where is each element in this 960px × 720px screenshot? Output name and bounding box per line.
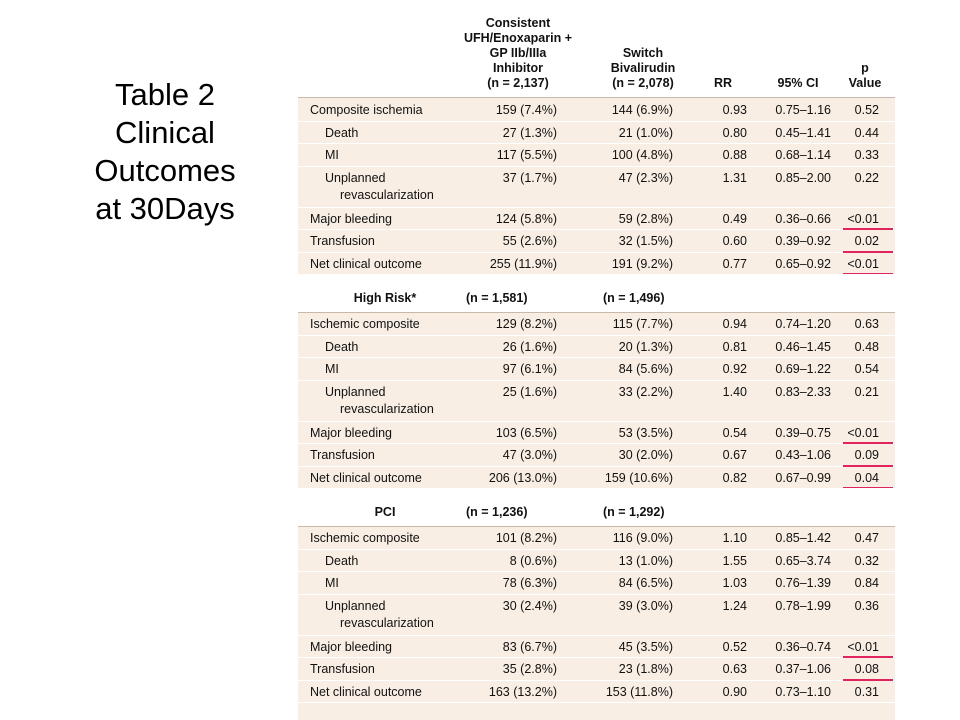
value-rr: 0.94: [722, 317, 747, 331]
table-row: [298, 466, 895, 490]
table-header: [298, 0, 895, 98]
row-label-text: Net clinical outcome: [310, 470, 422, 485]
table-row: [298, 680, 895, 704]
row-label-text: Ischemic composite: [310, 317, 420, 331]
value-ci: 0.45–1.41: [775, 125, 831, 140]
row-label-text: Death: [325, 125, 359, 140]
section-n-switch: (n = 1,496): [603, 291, 665, 305]
header-consistent-group: [438, 16, 598, 91]
value-p: 0.04: [854, 470, 879, 485]
value-switch: 59 (2.8%): [618, 211, 673, 226]
row-label-text: Transfusion: [310, 662, 375, 676]
value-consistent: 124 (5.8%): [495, 211, 557, 226]
value-p: <0.01: [847, 639, 879, 654]
header-line: p: [861, 61, 869, 75]
value-ci: 0.85–2.00: [775, 170, 831, 185]
value-consistent: 8 (0.6%): [509, 553, 557, 568]
value-switch: 20 (1.3%): [618, 339, 673, 354]
value-consistent: 25 (1.6%): [502, 384, 557, 399]
value-p: 0.22: [854, 170, 879, 185]
row-label-text: MI: [325, 362, 339, 376]
value-ci: 0.37–1.06: [775, 662, 831, 676]
table-row: [298, 252, 895, 276]
slide-title-line: at 30Days: [95, 191, 235, 226]
header-line: RR: [713, 76, 733, 90]
table-row: [298, 207, 895, 231]
row-label-text-cont: revascularization: [340, 187, 434, 202]
value-rr: 0.82: [722, 470, 747, 485]
row-label-text: MI: [325, 148, 339, 162]
row-label-text: Net clinical outcome: [310, 256, 422, 271]
value-rr: 1.24: [722, 598, 747, 613]
row-label-text: Transfusion: [310, 448, 375, 462]
header-line: Value: [848, 76, 882, 90]
table-row: [298, 443, 895, 467]
value-ci: 0.36–0.74: [775, 639, 831, 654]
row-label-text: Major bleeding: [310, 425, 392, 440]
value-p: 0.52: [854, 103, 879, 117]
value-consistent: 129 (8.2%): [495, 317, 557, 331]
value-consistent: 117 (5.5%): [496, 148, 557, 162]
row-label: [325, 147, 339, 164]
slide-title-line: Clinical: [115, 115, 215, 150]
table-row: [298, 549, 895, 573]
value-rr: 0.90: [722, 684, 747, 699]
section-header-row: [298, 284, 895, 313]
value-ci: 0.67–0.99: [775, 470, 831, 485]
value-consistent: 255 (11.9%): [489, 256, 557, 271]
row-label: [310, 425, 392, 442]
row-label: [325, 575, 339, 592]
value-rr: 1.03: [722, 576, 747, 590]
value-consistent: 97 (6.1%): [502, 362, 557, 376]
value-p: 0.36: [854, 598, 879, 613]
value-consistent: 163 (13.2%): [488, 684, 557, 699]
value-consistent: 27 (1.3%): [502, 125, 557, 140]
value-consistent: 37 (1.7%): [502, 170, 557, 185]
value-switch: 100 (4.8%): [611, 148, 673, 162]
row-label: [325, 361, 339, 378]
row-label: [310, 211, 392, 228]
value-switch: 32 (1.5%): [618, 234, 673, 248]
row-label: [310, 316, 420, 333]
row-label-text: Major bleeding: [310, 211, 392, 226]
header-line: 95% CI: [777, 76, 819, 90]
value-ci: 0.74–1.20: [775, 317, 831, 331]
row-label-text: Major bleeding: [310, 639, 392, 654]
row-label: [310, 530, 420, 547]
section-header-row: [298, 498, 895, 527]
value-ci: 0.65–3.74: [775, 553, 831, 568]
value-switch: 53 (3.5%): [618, 425, 673, 440]
section-spacer: [298, 274, 895, 284]
table-row: [298, 335, 895, 359]
value-p: 0.84: [854, 576, 879, 590]
value-switch: 144 (6.9%): [611, 103, 673, 117]
value-p: <0.01: [847, 425, 879, 440]
header-line: Inhibitor: [493, 61, 543, 75]
row-label-text-cont: revascularization: [340, 615, 434, 630]
value-rr: 1.55: [722, 553, 747, 568]
value-ci: 0.39–0.92: [775, 234, 831, 248]
table-row: [298, 229, 895, 253]
table-row: [298, 98, 895, 122]
row-label-text: Ischemic composite: [310, 531, 420, 545]
row-label-text: Death: [325, 339, 359, 354]
value-p: <0.01: [847, 211, 879, 226]
value-consistent: 26 (1.6%): [502, 339, 557, 354]
value-switch: 116 (9.0%): [612, 531, 673, 545]
value-ci: 0.46–1.45: [775, 339, 831, 354]
section-label: PCI: [374, 505, 396, 519]
value-ci: 0.68–1.14: [775, 148, 831, 162]
header-line: (n = 2,137): [487, 76, 549, 90]
value-p: <0.01: [847, 256, 879, 271]
row-label-text: Unplanned: [325, 598, 386, 613]
value-ci: 0.85–1.42: [775, 531, 831, 545]
value-consistent: 55 (2.6%): [502, 234, 557, 248]
table-row: [298, 166, 895, 208]
row-label: [310, 661, 375, 678]
row-label: [310, 470, 422, 487]
section-n-consistent: (n = 1,236): [466, 505, 528, 519]
value-p: 0.44: [854, 125, 879, 140]
header-line: Consistent: [485, 16, 551, 30]
header-p-value: [840, 61, 890, 91]
header-line: Bivalirudin: [610, 61, 676, 75]
value-consistent: 103 (6.5%): [495, 425, 557, 440]
value-rr: 0.49: [722, 211, 747, 226]
value-rr: 0.80: [722, 125, 747, 140]
value-ci: 0.69–1.22: [775, 362, 831, 376]
row-label: [325, 553, 358, 570]
value-p: 0.33: [854, 148, 879, 162]
row-label: [310, 447, 375, 464]
section-n-switch: (n = 1,292): [603, 505, 665, 519]
table-row: [298, 357, 895, 381]
value-consistent: 159 (7.4%): [495, 103, 557, 117]
value-p: 0.63: [854, 317, 879, 331]
value-p: 0.09: [854, 448, 879, 462]
value-switch: 33 (2.2%): [618, 384, 673, 399]
value-rr: 0.77: [722, 256, 747, 271]
value-ci: 0.73–1.10: [775, 684, 831, 699]
row-label-text: Unplanned: [325, 170, 386, 185]
value-consistent: 78 (6.3%): [502, 576, 557, 590]
value-switch: 84 (5.6%): [618, 362, 673, 376]
table-row: [298, 121, 895, 145]
outcomes-table: [298, 0, 895, 720]
section-label: High Risk*: [353, 291, 417, 305]
value-ci: 0.78–1.99: [775, 598, 831, 613]
value-consistent: 83 (6.7%): [502, 639, 557, 654]
row-label-text-cont: revascularization: [340, 401, 434, 416]
value-switch: 191 (9.2%): [611, 256, 673, 271]
value-ci: 0.39–0.75: [775, 425, 831, 440]
value-p: 0.32: [854, 553, 879, 568]
value-p: 0.47: [854, 531, 879, 545]
table-row: [298, 143, 895, 167]
row-label-text: Death: [325, 553, 359, 568]
row-label: [325, 384, 434, 418]
table-row: [298, 312, 895, 336]
table-row: [298, 635, 895, 659]
value-p: 0.08: [854, 662, 879, 676]
value-rr: 0.54: [722, 425, 747, 440]
row-label-text: Unplanned: [325, 384, 386, 399]
header-switch-group: [593, 46, 693, 91]
section-spacer: [298, 488, 895, 498]
value-p: 0.02: [854, 234, 879, 248]
value-switch: 39 (3.0%): [618, 598, 673, 613]
value-rr: 0.92: [722, 362, 747, 376]
table-row: [298, 657, 895, 681]
row-label-text: Composite ischemia: [310, 103, 423, 117]
value-ci: 0.36–0.66: [775, 211, 831, 226]
row-label: [325, 339, 358, 356]
row-label: [310, 256, 422, 273]
value-rr: 1.40: [722, 384, 747, 399]
value-switch: 45 (3.5%): [618, 639, 673, 654]
value-rr: 0.67: [722, 448, 747, 462]
slide-title: [40, 76, 290, 228]
row-label: [325, 125, 358, 142]
table-row: [298, 594, 895, 636]
value-rr: 1.31: [722, 170, 747, 185]
value-rr: 0.81: [722, 339, 747, 354]
table-row: [298, 526, 895, 550]
header-rr: [703, 76, 743, 91]
row-label: [325, 598, 434, 632]
header-ci: [758, 76, 838, 91]
value-rr: 0.63: [722, 662, 747, 676]
value-switch: 21 (1.0%): [618, 125, 673, 140]
row-label: [310, 684, 422, 701]
value-rr: 0.60: [722, 234, 747, 248]
value-switch: 23 (1.8%): [618, 662, 673, 676]
table-row: [298, 380, 895, 422]
row-label-text: Transfusion: [310, 234, 375, 248]
row-label: [325, 170, 434, 204]
value-p: 0.21: [854, 384, 879, 399]
value-rr: 1.10: [722, 531, 747, 545]
value-switch: 159 (10.6%): [604, 470, 673, 485]
row-label-text: MI: [325, 576, 339, 590]
value-ci: 0.65–0.92: [775, 256, 831, 271]
value-ci: 0.75–1.16: [775, 103, 831, 117]
header-line: UFH/Enoxaparin +: [463, 31, 572, 45]
section-n-consistent: (n = 1,581): [466, 291, 528, 305]
table-row: [298, 421, 895, 445]
value-switch: 84 (6.5%): [618, 576, 673, 590]
row-label: [310, 639, 392, 656]
row-label: [310, 233, 375, 250]
slide-title-line: Outcomes: [94, 153, 236, 188]
header-line: (n = 2,078): [612, 76, 674, 90]
value-ci: 0.43–1.06: [775, 448, 831, 462]
value-switch: 115 (7.7%): [612, 317, 673, 331]
value-consistent: 35 (2.8%): [502, 662, 557, 676]
value-p: 0.48: [854, 339, 879, 354]
slide-title-line: Table 2: [115, 77, 215, 112]
value-rr: 0.88: [722, 148, 747, 162]
value-rr: 0.52: [722, 639, 747, 654]
value-switch: 47 (2.3%): [618, 170, 673, 185]
value-switch: 13 (1.0%): [618, 553, 673, 568]
value-consistent: 30 (2.4%): [502, 598, 557, 613]
value-consistent: 206 (13.0%): [488, 470, 557, 485]
row-label: [310, 102, 423, 119]
header-line: Switch: [622, 46, 664, 60]
row-label-text: Net clinical outcome: [310, 684, 422, 699]
value-p: 0.31: [854, 684, 879, 699]
value-ci: 0.76–1.39: [775, 576, 831, 590]
value-rr: 0.93: [722, 103, 747, 117]
header-line: GP IIb/IIIa: [489, 46, 547, 60]
value-ci: 0.83–2.33: [775, 384, 831, 399]
value-switch: 30 (2.0%): [618, 448, 673, 462]
value-p: 0.54: [854, 362, 879, 376]
value-consistent: 47 (3.0%): [502, 448, 557, 462]
value-switch: 153 (11.8%): [605, 684, 673, 699]
value-consistent: 101 (8.2%): [495, 531, 557, 545]
table-row: [298, 571, 895, 595]
